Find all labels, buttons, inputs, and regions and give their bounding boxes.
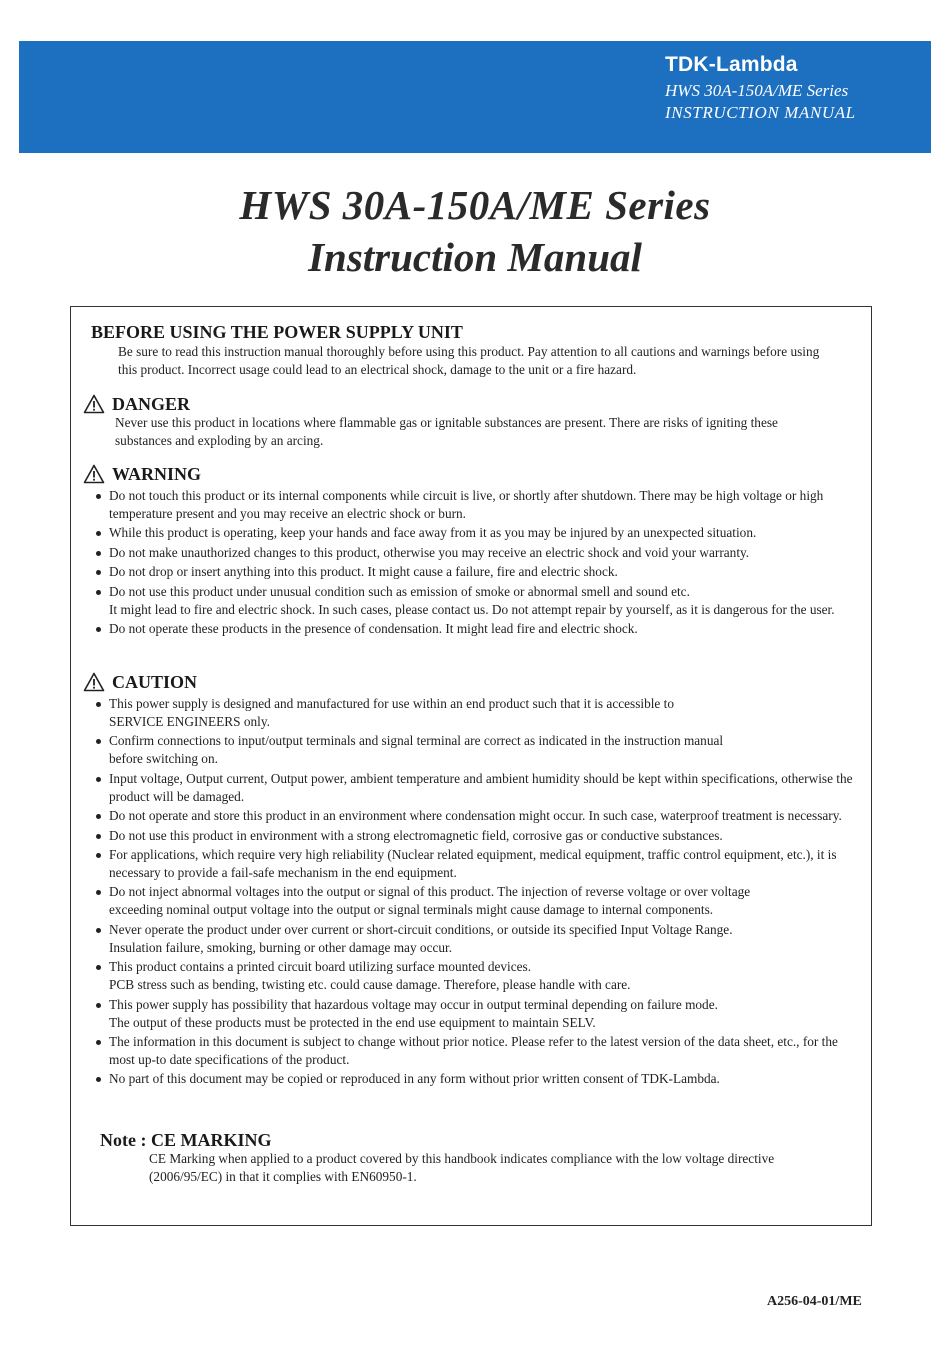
caution-item-text: For applications, which require very high reliability (Nuclear related equipment, medical equipment, traffic control equipment, etc.), it is necessary to provide a fail-safe mechanism in the end equipment. xyxy=(109,846,837,880)
warning-item xyxy=(91,524,861,542)
caution-item-text: Do not inject abnormal voltages into the output or signal of this product. The injection of reverse voltage or over voltage xyxy=(109,884,751,900)
notice-box xyxy=(70,306,872,1226)
header-series: HWS 30A-150A/ME Series xyxy=(665,81,849,100)
caution-item xyxy=(91,1070,861,1088)
warning-item xyxy=(91,620,861,638)
caution-item-text: No part of this document may be copied or reproduced in any form without prior written consent of TDK-Lambda. xyxy=(109,1071,720,1087)
caution-item-text: This product contains a printed circuit board utilizing surface mounted devices. xyxy=(109,959,532,975)
warning-heading: WARNING xyxy=(112,464,202,484)
warning-item-text: Do not touch this product or its internal components while circuit is live, or shortly after shutdown. There may be high voltage or high temperature present and you may receive an electric shock or burn. xyxy=(109,488,824,521)
caution-item xyxy=(91,695,861,731)
note-heading: Note : CE MARKING xyxy=(100,1130,272,1150)
warning-item-text: Do not operate these products in the presence of condensation. It might lead fire and electric shock. xyxy=(109,620,638,636)
caution-item xyxy=(91,807,861,825)
warning-item xyxy=(91,544,861,562)
caution-item-text: Do not use this product in environment with a strong electromagnetic field, corrosive gas or conductive substances. xyxy=(109,827,723,843)
warning-item xyxy=(91,583,861,619)
caution-list xyxy=(91,695,861,1090)
caution-item-text: Insulation failure, smoking, burning or other damage may occur. xyxy=(109,939,453,955)
caution-item-text: exceeding nominal output voltage into the output or signal terminals might cause damage to internal components. xyxy=(109,902,714,918)
caution-item xyxy=(91,846,861,882)
before-using-text: Be sure to read this instruction manual thoroughly before using this product. Pay attention to all cautions and warnings before using this product. Incorrect usage could lead to an electrical shock, damage to the unit or a fire hazard. xyxy=(118,344,820,377)
caution-item-text: The information in this document is subject to change without prior notice. Please refer to the latest version of the data sheet, etc., for the most up-to date specifications of the product. xyxy=(109,1033,838,1067)
caution-item-text: This power supply has possibility that hazardous voltage may occur in output terminal depending on failure mode. xyxy=(109,996,718,1012)
warning-item-text: Do not make unauthorized changes to this product, otherwise you may receive an electric shock and void your warranty. xyxy=(109,544,750,560)
warning-list xyxy=(91,487,861,639)
caution-item-text: before switching on. xyxy=(109,751,218,767)
danger-heading: DANGER xyxy=(112,394,191,414)
caution-item xyxy=(91,770,861,806)
caution-item xyxy=(91,958,861,994)
page-title-series: HWS 30A-150A/ME Series xyxy=(239,182,711,228)
note-text: CE Marking when applied to a product covered by this handbook indicates compliance with the low voltage directive (2006/95/EC) in that it complies with EN60950-1. xyxy=(149,1151,775,1184)
header-manual-label: INSTRUCTION MANUAL xyxy=(665,103,856,122)
caution-item-text: Confirm connections to input/output terminals and signal terminal are correct as indicated in the instruction manual xyxy=(109,733,724,749)
page-title-manual: Instruction Manual xyxy=(308,234,642,280)
caution-item-text: Do not operate and store this product in an environment where condensation might occur. In such case, waterproof treatment is necessary. xyxy=(109,808,842,824)
caution-item xyxy=(91,996,861,1032)
header-band xyxy=(19,41,931,153)
caution-item-text: The output of these products must be protected in the end use equipment to maintain SELV. xyxy=(109,1014,596,1030)
warning-item xyxy=(91,563,861,581)
warning-item-text: It might lead to fire and electric shock. In such cases, please contact us. Do not attempt repair by yourself, as it is dangerous for the user. xyxy=(109,601,835,617)
caution-item-text: SERVICE ENGINEERS only. xyxy=(109,714,270,729)
caution-item-text: PCB stress such as bending, twisting etc. could cause damage. Therefore, please handle with care. xyxy=(109,977,631,993)
caution-item xyxy=(91,1033,861,1069)
warning-item xyxy=(91,487,861,523)
caution-item xyxy=(91,827,861,845)
caution-item xyxy=(91,732,861,768)
caution-item xyxy=(91,921,861,957)
before-using-heading: BEFORE USING THE POWER SUPPLY UNIT xyxy=(91,322,463,342)
warning-item-text: Do not use this product under unusual condition such as emission of smoke or abnormal smell and sound etc. xyxy=(109,583,690,599)
warning-triangle-icon xyxy=(83,394,105,414)
caution-item-text: Input voltage, Output current, Output power, ambient temperature and ambient humidity should be kept within specifications, otherwise the product will be damaged. xyxy=(109,770,853,804)
warning-triangle-icon xyxy=(83,464,105,484)
caution-item xyxy=(91,883,861,919)
warning-item-text: While this product is operating, keep your hands and face away from it as you may be injured by an unexpected situation. xyxy=(109,525,757,541)
warning-triangle-icon xyxy=(83,672,105,692)
caution-item-text: This power supply is designed and manufactured for use within an end product such that it is accessible to xyxy=(109,696,674,711)
caution-heading: CAUTION xyxy=(112,672,198,692)
brand-name: TDK-Lambda xyxy=(665,53,798,76)
document-code: A256-04-01/ME xyxy=(767,1294,862,1309)
caution-item-text: Never operate the product under over current or short-circuit conditions, or outside its specified Input Voltage Range. xyxy=(109,921,733,937)
warning-item-text: Do not drop or insert anything into this product. It might cause a failure, fire and electric shock. xyxy=(109,564,618,580)
danger-text: Never use this product in locations where flammable gas or ignitable substances are present. There are risks of igniting these substances and exploding by an arcing. xyxy=(115,415,778,448)
